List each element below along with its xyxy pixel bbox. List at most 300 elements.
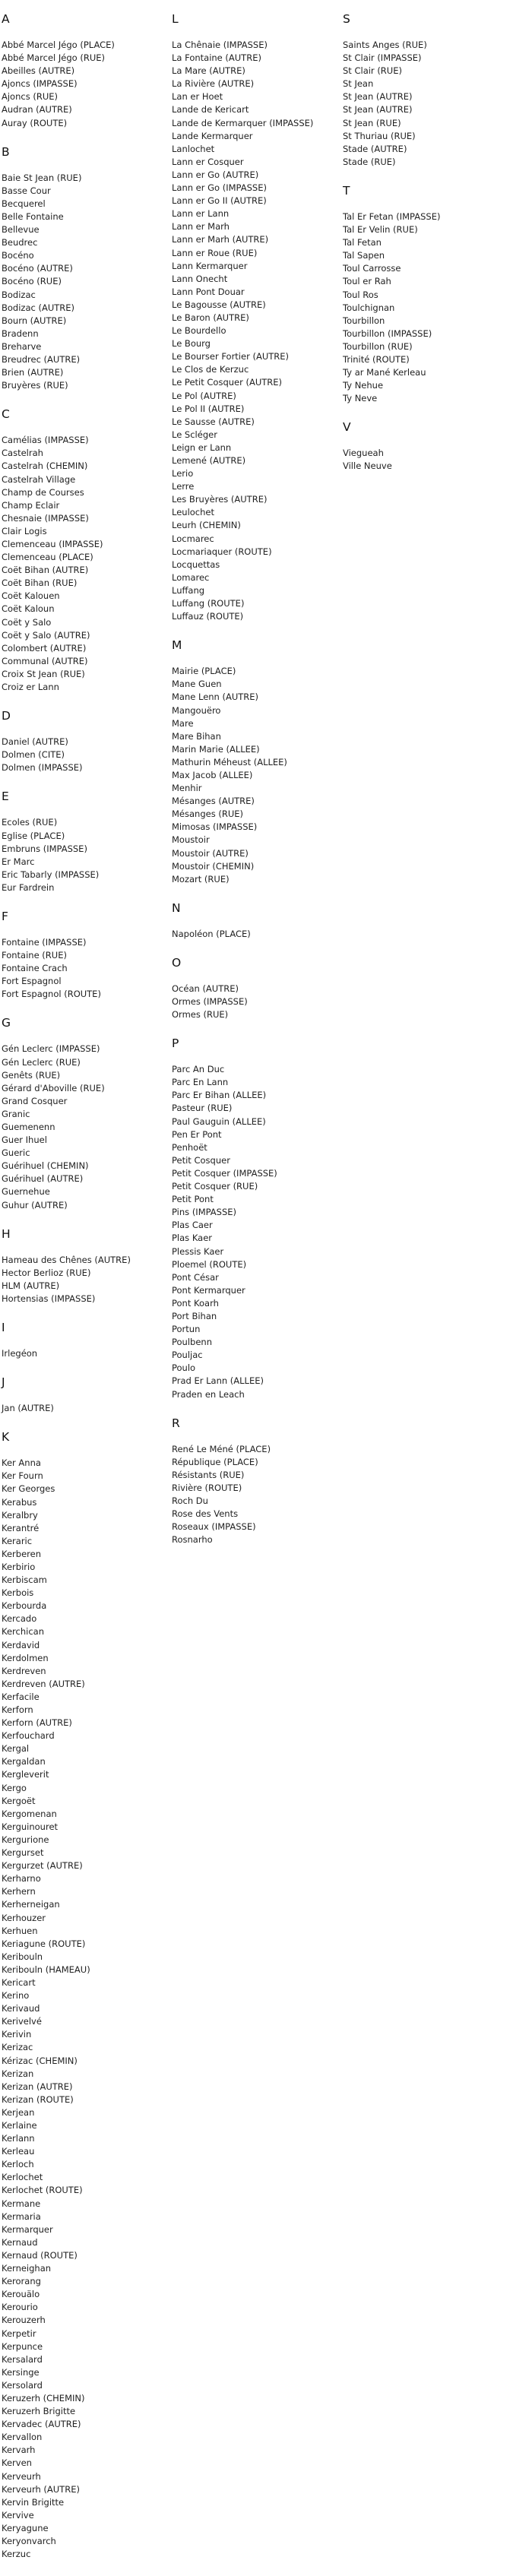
street-link[interactable]: Guernehue	[2, 1186, 50, 1198]
street-link[interactable]: Kergurione	[2, 1834, 49, 1845]
street-link[interactable]: Les Bruyères (AUTRE)	[172, 494, 268, 505]
street-link[interactable]: Ajoncs (IMPASSE)	[2, 78, 78, 90]
street-list-item	[2, 2470, 169, 2483]
street-link[interactable]: Kerouzerh	[2, 2315, 46, 2326]
street-link[interactable]: Kersalard	[2, 2353, 43, 2365]
street-link[interactable]: Hameau des Chênes (AUTRE)	[2, 1254, 131, 1265]
street-link[interactable]: HLM (AUTRE)	[2, 1280, 60, 1291]
street-link[interactable]: Keribouln (HAMEAU)	[2, 1964, 90, 1975]
street-link[interactable]: Belle Fontaine	[2, 210, 64, 222]
street-link[interactable]: Lande de Kermarquer (IMPASSE)	[172, 117, 314, 128]
street-link[interactable]: Kergleverit	[2, 1769, 49, 1780]
street-link[interactable]: Dolmen (IMPASSE)	[2, 762, 83, 774]
street-link[interactable]: La Chênaie (IMPASSE)	[172, 40, 268, 50]
street-link[interactable]: St Jean (AUTRE)	[343, 91, 413, 103]
street-link[interactable]: Locquettas	[172, 559, 220, 570]
street-link[interactable]: Pont Kermarquer	[172, 1284, 245, 1296]
street-link[interactable]: Audran (AUTRE)	[2, 104, 72, 116]
street-link[interactable]: Lande Kermarquer	[172, 130, 253, 141]
street-link[interactable]: Poulbenn	[172, 1337, 212, 1348]
street-link[interactable]: Port Bihan	[172, 1310, 217, 1321]
street-link[interactable]: Pasteur (RUE)	[172, 1103, 233, 1114]
street-link[interactable]: Coët y Salo (AUTRE)	[2, 629, 90, 641]
street-link[interactable]: Tourbillon	[343, 315, 385, 326]
street-link[interactable]: Roseaux (IMPASSE)	[172, 1521, 256, 1533]
street-link[interactable]: Kercado	[2, 1613, 37, 1625]
street-link[interactable]: Daniel (AUTRE)	[2, 736, 68, 748]
street-link[interactable]: Kerdreven (AUTRE)	[2, 1678, 85, 1689]
street-link[interactable]: Le Petit Cosquer (AUTRE)	[172, 377, 283, 388]
street-link[interactable]: Gérard d'Aboville (RUE)	[2, 1082, 105, 1093]
street-link[interactable]: Tal Er Velin (RUE)	[343, 224, 418, 236]
street-link[interactable]: Le Bourdello	[172, 325, 226, 337]
street-link[interactable]: Kerharno	[2, 1873, 41, 1885]
street-link[interactable]: Kerino	[2, 1990, 30, 2002]
street-link[interactable]: Prad Er Lann (ALLEE)	[172, 1375, 264, 1387]
street-link[interactable]: Ecoles (RUE)	[2, 817, 58, 828]
street-link[interactable]: Kernaud	[2, 2236, 38, 2248]
street-link[interactable]: Le Clos de Kerzuc	[172, 364, 249, 375]
street-link[interactable]: Tal Er Fetan (IMPASSE)	[343, 210, 441, 222]
street-link[interactable]: Praden en Leach	[172, 1388, 245, 1400]
street-link[interactable]: Petit Pont	[172, 1194, 214, 1205]
street-link[interactable]: Kérizac (CHEMIN)	[2, 2055, 78, 2066]
street-link[interactable]: Napoléon (PLACE)	[172, 928, 251, 939]
street-link[interactable]: La Rivière (AUTRE)	[172, 78, 255, 90]
street-link[interactable]: Kersolard	[2, 2379, 43, 2391]
street-link[interactable]: Kervadec (AUTRE)	[2, 2419, 81, 2430]
street-link[interactable]: Stade (AUTRE)	[343, 143, 407, 154]
street-link[interactable]: Kerhern	[2, 1886, 36, 1897]
street-link[interactable]: Keruzerh (CHEMIN)	[2, 2392, 85, 2404]
street-link[interactable]: Bourn (AUTRE)	[2, 315, 67, 326]
street-link[interactable]: Jan (AUTRE)	[2, 1403, 54, 1414]
street-link[interactable]: Mare Bihan	[172, 730, 221, 742]
street-link[interactable]: Viegueah	[343, 448, 384, 459]
street-link[interactable]: Mathurin Méheust (ALLEE)	[172, 756, 287, 767]
street-link[interactable]: Kerlann	[2, 2133, 35, 2144]
street-link[interactable]: Kerchican	[2, 1626, 44, 1638]
street-link[interactable]: Breudrec (AUTRE)	[2, 353, 81, 365]
street-link[interactable]: Kerlaine	[2, 2120, 37, 2131]
street-link[interactable]: Moustoir	[172, 834, 210, 846]
street-link[interactable]: Leulochet	[172, 507, 214, 518]
street-link[interactable]: Champ Eclair	[2, 499, 60, 511]
street-list-item	[172, 1533, 339, 1546]
street-link[interactable]: Kerbirio	[2, 1561, 36, 1572]
street-link[interactable]: Kerloch	[2, 2159, 34, 2170]
street-link[interactable]: Kergurzet (AUTRE)	[2, 1860, 83, 1872]
street-link[interactable]: Menhir	[172, 783, 202, 794]
street-link[interactable]: Ker Anna	[2, 1457, 41, 1469]
street-link[interactable]: Kerpetir	[2, 2328, 36, 2339]
street-link[interactable]: Abbé Marcel Jégo (PLACE)	[2, 40, 115, 50]
street-link[interactable]: Kerforn (AUTRE)	[2, 1717, 72, 1729]
street-link[interactable]: Lerio	[172, 468, 194, 479]
street-link[interactable]: Toulchignan	[343, 302, 395, 313]
street-link[interactable]: Kerbiscam	[2, 1574, 47, 1586]
street-link[interactable]: Kerivaud	[2, 2003, 40, 2014]
street-link[interactable]: Mimosas (IMPASSE)	[172, 821, 258, 833]
street-link[interactable]: Hector Berlioz (RUE)	[2, 1267, 91, 1278]
street-link[interactable]: Kerdreven	[2, 1665, 46, 1676]
street-link[interactable]: Croix St Jean (RUE)	[2, 668, 85, 679]
street-link[interactable]: Kerbourda	[2, 1600, 47, 1612]
street-link[interactable]: Kernaud (ROUTE)	[2, 2249, 78, 2261]
street-link[interactable]: Pont César	[172, 1271, 219, 1283]
street-link[interactable]: Tal Sapen	[343, 250, 385, 261]
street-link[interactable]: Beudrec	[2, 237, 38, 248]
street-link[interactable]: Colombert (AUTRE)	[2, 642, 87, 653]
street-link[interactable]: Guer Ihuel	[2, 1135, 47, 1146]
street-link[interactable]: Stade (RUE)	[343, 156, 396, 167]
street-link[interactable]: Granic	[2, 1108, 30, 1119]
street-link[interactable]: Parc Er Bihan (ALLEE)	[172, 1090, 267, 1101]
street-link[interactable]: Pont Koarh	[172, 1297, 219, 1309]
street-link[interactable]: Luffang	[172, 584, 205, 596]
street-link[interactable]: Kergo	[2, 1782, 27, 1793]
street-link[interactable]: Kerivin	[2, 2029, 32, 2040]
street-link[interactable]: Bellevue	[2, 224, 40, 236]
street-link[interactable]: Coët Bihan (AUTRE)	[2, 565, 89, 576]
street-link[interactable]: Kervin Brigitte	[2, 2496, 65, 2508]
street-link[interactable]: Leign er Lann	[172, 441, 232, 453]
street-link[interactable]: Kerven	[2, 2457, 32, 2469]
street-link[interactable]: Guérihuel (AUTRE)	[2, 1173, 84, 1185]
street-link[interactable]: Kerforn	[2, 1704, 33, 1715]
street-link[interactable]: St Clair (IMPASSE)	[343, 52, 422, 64]
street-link[interactable]: Ty ar Mané Kerleau	[343, 367, 426, 378]
street-link[interactable]: Coët Kaloun	[2, 603, 55, 615]
street-link[interactable]: Océan (AUTRE)	[172, 983, 239, 994]
street-link[interactable]: Breharve	[2, 340, 42, 352]
street-link[interactable]: Lann Pont Douar	[172, 286, 245, 297]
street-link[interactable]: Locmarec	[172, 533, 214, 544]
street-link[interactable]: Guhur (AUTRE)	[2, 1199, 68, 1210]
street-link[interactable]: Kergal	[2, 1743, 30, 1755]
street-link[interactable]: La Fontaine (AUTRE)	[172, 52, 261, 64]
street-link[interactable]: Kerjean	[2, 2106, 35, 2118]
street-link[interactable]: Mane Lenn (AUTRE)	[172, 691, 259, 703]
street-link[interactable]: Ty Neve	[343, 393, 378, 404]
street-link[interactable]: Ker Fourn	[2, 1470, 43, 1482]
street-link[interactable]: Baie St Jean (RUE)	[2, 172, 82, 183]
street-link[interactable]: Fontaine (IMPASSE)	[2, 936, 87, 948]
street-link[interactable]: Lann er Marh	[172, 221, 230, 233]
street-link[interactable]: Kerneighan	[2, 2263, 52, 2274]
street-link[interactable]: Kerfacile	[2, 1691, 40, 1702]
street-link[interactable]: Bruyères (RUE)	[2, 380, 68, 391]
street-link[interactable]: Luffang (ROUTE)	[172, 598, 245, 609]
street-link[interactable]: Lerre	[172, 481, 195, 492]
street-link[interactable]: Guemenenn	[2, 1122, 55, 1132]
street-link[interactable]: Keruzerh Brigitte	[2, 2406, 76, 2417]
street-link[interactable]: Bodizac	[2, 289, 36, 300]
street-link[interactable]: Rose des Vents	[172, 1508, 239, 1520]
street-link[interactable]: Kergomenan	[2, 1808, 57, 1819]
street-link[interactable]: Champ de Courses	[2, 486, 84, 498]
street-link[interactable]: Kervarh	[2, 2445, 36, 2456]
street-link[interactable]: La Mare (AUTRE)	[172, 65, 245, 77]
street-link[interactable]: Becquerel	[2, 198, 46, 209]
street-link[interactable]: Petit Cosquer	[172, 1154, 230, 1166]
street-link[interactable]: Dolmen (CITE)	[2, 749, 65, 761]
street-link[interactable]: Auray (ROUTE)	[2, 117, 68, 128]
street-link[interactable]: Bocéno (RUE)	[2, 276, 62, 287]
street-link[interactable]: Lemené (AUTRE)	[172, 455, 246, 466]
street-link[interactable]: Kerbois	[2, 1587, 34, 1599]
street-link[interactable]: Lan er Hoet	[172, 91, 223, 103]
street-link[interactable]: Clemenceau (IMPASSE)	[2, 539, 103, 549]
street-link[interactable]: Keraric	[2, 1535, 33, 1546]
street-list-item	[2, 1483, 169, 1495]
street-link[interactable]: Ty Nehue	[343, 380, 384, 391]
street-link[interactable]: Kermarquer	[2, 2223, 53, 2235]
street-link[interactable]: Kerzuc	[2, 2549, 31, 2560]
street-link[interactable]: Kergaldan	[2, 1756, 46, 1767]
street-link[interactable]: Embruns (IMPASSE)	[2, 843, 87, 854]
street-link[interactable]: Kerlochet (ROUTE)	[2, 2185, 83, 2196]
street-link[interactable]: Coët Kalouen	[2, 590, 60, 602]
street-link[interactable]: Clemenceau (PLACE)	[2, 552, 93, 563]
street-link[interactable]: Castelrah Village	[2, 473, 76, 485]
street-link[interactable]: Lann er Cosquer	[172, 156, 244, 167]
street-link[interactable]: Toul er Rah	[343, 276, 391, 287]
street-link[interactable]: Lann Kermarquer	[172, 260, 248, 271]
street-link[interactable]: Moustoir (CHEMIN)	[172, 860, 255, 872]
street-link[interactable]: Keriagune (ROUTE)	[2, 1938, 86, 1949]
street-link[interactable]: Kerlochet	[2, 2172, 43, 2183]
street-link[interactable]: Kergurset	[2, 1847, 44, 1859]
street-link[interactable]: Kerhuen	[2, 1925, 38, 1936]
street-link[interactable]: Bodizac (AUTRE)	[2, 302, 75, 313]
street-link[interactable]: Kerizan (ROUTE)	[2, 2093, 74, 2105]
street-link[interactable]: Kerouälo	[2, 2289, 40, 2300]
street-link[interactable]: Keralbry	[2, 1509, 38, 1521]
street-link[interactable]: Eglise (PLACE)	[2, 830, 65, 841]
street-link[interactable]: Communal (AUTRE)	[2, 655, 88, 666]
street-link[interactable]: Luffauz (ROUTE)	[172, 611, 244, 622]
street-link[interactable]: Lanlochet	[172, 143, 215, 154]
street-link[interactable]: Toul Ros	[343, 289, 378, 300]
street-list-item	[343, 366, 510, 379]
street-link[interactable]: Kermaria	[2, 2210, 41, 2222]
street-link[interactable]: Keribouln	[2, 1951, 43, 1962]
street-link[interactable]: Pen Er Pont	[172, 1128, 222, 1140]
street-link[interactable]: Lomarec	[172, 571, 210, 583]
street-link[interactable]: Keryonvarch	[2, 2536, 56, 2546]
street-link[interactable]: Gueric	[2, 1147, 30, 1159]
street-link[interactable]: Lann er Go II (AUTRE)	[172, 195, 267, 207]
street-link[interactable]: Tourbillon (IMPASSE)	[343, 328, 432, 339]
street-list-item	[172, 1076, 339, 1089]
street-link[interactable]: Kergoët	[2, 1795, 36, 1806]
street-link[interactable]: Kervallon	[2, 2432, 43, 2443]
street-link[interactable]: Mésanges (RUE)	[172, 809, 243, 820]
street-link[interactable]: Mozart (RUE)	[172, 873, 230, 885]
street-link[interactable]: République (PLACE)	[172, 1456, 258, 1467]
street-link[interactable]: Lann er Lann	[172, 208, 230, 220]
street-link[interactable]: Grand Cosquer	[2, 1095, 68, 1106]
street-link[interactable]: Brien (AUTRE)	[2, 367, 64, 378]
street-list-item	[343, 315, 510, 328]
street-link[interactable]: Kerizac	[2, 2042, 33, 2053]
street-link[interactable]: Kervive	[2, 2509, 34, 2521]
street-link[interactable]: St Jean	[343, 78, 374, 90]
street-link[interactable]: St Jean (RUE)	[343, 117, 401, 128]
street-link[interactable]: Hortensias (IMPASSE)	[2, 1293, 96, 1304]
street-link[interactable]: Le Bagousse (AUTRE)	[172, 299, 266, 310]
street-link[interactable]: Le Bourg	[172, 338, 211, 350]
street-link[interactable]: Max Jacob (ALLEE)	[172, 769, 253, 780]
street-link[interactable]: Marin Marie (ALLEE)	[172, 743, 260, 755]
street-link[interactable]: Plas Caer	[172, 1220, 213, 1231]
street-link[interactable]: Petit Cosquer (IMPASSE)	[172, 1167, 277, 1179]
street-link[interactable]: Penhoët	[172, 1141, 207, 1153]
street-link[interactable]: Kerabus	[2, 1496, 37, 1508]
street-link[interactable]: Kerveurh	[2, 2470, 41, 2482]
street-link[interactable]: Pouljac	[172, 1350, 203, 1361]
street-link[interactable]: Kerdavid	[2, 1639, 40, 1650]
street-link[interactable]: Poulo	[172, 1362, 196, 1374]
street-link[interactable]: Le Scléger	[172, 429, 217, 440]
street-link[interactable]: Ploemel (ROUTE)	[172, 1258, 247, 1270]
street-link[interactable]: Castelrah (CHEMIN)	[2, 460, 88, 472]
street-link[interactable]: Kermane	[2, 2198, 41, 2209]
street-link[interactable]: Lann er Marh (AUTRE)	[172, 234, 269, 245]
street-link[interactable]: Tourbillon (RUE)	[343, 340, 413, 352]
street-link[interactable]: Le Pol (AUTRE)	[172, 390, 236, 401]
street-link[interactable]: Kerorang	[2, 2276, 41, 2287]
street-link[interactable]: Kerpunce	[2, 2340, 43, 2352]
street-link[interactable]: Parc En Lann	[172, 1077, 229, 1088]
street-link[interactable]: Guérihuel (CHEMIN)	[2, 1160, 89, 1172]
street-link[interactable]: Kersinge	[2, 2366, 40, 2378]
street-link[interactable]: Kerleau	[2, 2146, 35, 2157]
street-link[interactable]: Paul Gauguin (ALLEE)	[172, 1116, 266, 1127]
street-link[interactable]: Lann Onecht	[172, 273, 228, 284]
street-link[interactable]: Moustoir (AUTRE)	[172, 847, 249, 859]
street-link[interactable]: Lande de Kericart	[172, 104, 249, 116]
street-link[interactable]: Gén Leclerc (RUE)	[2, 1056, 81, 1068]
street-link[interactable]: Abbé Marcel Jégo (RUE)	[2, 52, 105, 64]
street-link[interactable]: Ajoncs (RUE)	[2, 91, 59, 103]
street-link[interactable]: Kerberen	[2, 1548, 41, 1559]
street-link[interactable]: Kerantré	[2, 1522, 40, 1533]
street-link[interactable]: Coët y Salo	[2, 616, 52, 628]
street-link[interactable]: Plas Kaer	[172, 1233, 213, 1244]
street-link[interactable]: Croiz er Lann	[2, 682, 59, 693]
street-link[interactable]: Kerivelvé	[2, 2016, 42, 2027]
street-link[interactable]: Kericart	[2, 1976, 36, 1988]
street-list-item	[343, 52, 510, 65]
street-link[interactable]: Parc An Duc	[172, 1064, 225, 1075]
street-link[interactable]: Fontaine Crach	[2, 963, 68, 974]
street-link[interactable]: Camélias (IMPASSE)	[2, 435, 89, 446]
street-link[interactable]: Résistants (RUE)	[172, 1469, 245, 1480]
street-link[interactable]: Lann er Go (IMPASSE)	[172, 182, 267, 194]
street-link[interactable]: Plessis Kaer	[172, 1245, 224, 1257]
street-link[interactable]: Ormes (RUE)	[172, 1009, 229, 1021]
street-link[interactable]: St Jean (AUTRE)	[343, 104, 413, 116]
street-link[interactable]: Trinité (ROUTE)	[343, 353, 410, 365]
street-link[interactable]: Kerguinouret	[2, 1821, 59, 1832]
street-link[interactable]: Kerhouzer	[2, 1912, 46, 1923]
street-link[interactable]: Gén Leclerc (IMPASSE)	[2, 1043, 100, 1055]
street-link[interactable]: Fontaine (RUE)	[2, 950, 67, 961]
street-link[interactable]: Ker Georges	[2, 1483, 55, 1495]
street-list-item	[172, 1508, 339, 1521]
street-link[interactable]: Fort Espagnol (ROUTE)	[2, 989, 101, 1000]
street-link[interactable]: Bocéno (AUTRE)	[2, 263, 73, 274]
street-link[interactable]: Le Pol II (AUTRE)	[172, 403, 245, 414]
street-link[interactable]: Fort Espagnol	[2, 976, 62, 987]
street-link[interactable]: Roch Du	[172, 1495, 208, 1506]
street-link[interactable]: Kerfouchard	[2, 1730, 55, 1742]
street-link[interactable]: Irlegéon	[2, 1348, 38, 1359]
street-link[interactable]: Kerizan	[2, 2068, 34, 2079]
street-list-item	[2, 328, 169, 340]
street-link[interactable]: Le Bourser Fortier (AUTRE)	[172, 351, 289, 362]
street-link[interactable]: Chesnaie (IMPASSE)	[2, 512, 89, 524]
street-link[interactable]: Er Marc	[2, 856, 35, 867]
street-list-item	[172, 1063, 339, 1076]
street-link[interactable]: Lann er Go (AUTRE)	[172, 169, 259, 180]
street-link[interactable]: Portun	[172, 1324, 201, 1335]
street-link[interactable]: Saints Anges (RUE)	[343, 40, 427, 50]
street-link[interactable]: Mane Guen	[172, 679, 222, 690]
street-link[interactable]: Castelrah	[2, 448, 43, 459]
street-link[interactable]: Mangouëro	[172, 704, 221, 716]
street-link[interactable]: Le Baron (AUTRE)	[172, 312, 249, 323]
street-link[interactable]: Clair Logis	[2, 525, 47, 536]
street-link[interactable]: Rosnarho	[172, 1534, 213, 1546]
street-link[interactable]: Le Sausse (AUTRE)	[172, 416, 255, 427]
street-link[interactable]: Mare	[172, 717, 194, 729]
street-link[interactable]: Rivière (ROUTE)	[172, 1482, 242, 1493]
street-link[interactable]: Leurh (CHEMIN)	[172, 520, 241, 531]
street-link[interactable]: Basse Cour	[2, 185, 51, 196]
street-link[interactable]: Keryagune	[2, 2522, 49, 2533]
street-link[interactable]: Toul Carrosse	[343, 263, 401, 274]
street-link[interactable]: Kerveurh (AUTRE)	[2, 2483, 80, 2495]
street-link[interactable]: St Thuriau (RUE)	[343, 130, 416, 141]
street-list-item	[2, 1548, 169, 1561]
street-link[interactable]: Kerdolmen	[2, 1652, 49, 1663]
street-link[interactable]: Mésanges (AUTRE)	[172, 796, 255, 807]
street-link[interactable]: Kerizan (AUTRE)	[2, 2081, 73, 2092]
street-link[interactable]: Pins (IMPASSE)	[172, 1207, 237, 1218]
street-link[interactable]: Coët Bihan (RUE)	[2, 578, 78, 589]
street-link[interactable]: Lann er Roue (RUE)	[172, 247, 258, 258]
street-link[interactable]: Petit Cosquer (RUE)	[172, 1181, 258, 1192]
street-link[interactable]: St Clair (RUE)	[343, 65, 402, 77]
street-link[interactable]: Eur Fardrein	[2, 881, 55, 893]
street-link[interactable]: Genêts (RUE)	[2, 1069, 61, 1081]
street-link[interactable]: Tal Fetan	[343, 237, 382, 248]
street-link[interactable]: Bradenn	[2, 328, 39, 339]
street-link[interactable]: Kerourio	[2, 2302, 38, 2313]
street-link[interactable]: Ormes (IMPASSE)	[172, 996, 248, 1007]
street-link[interactable]: Eric Tabarly (IMPASSE)	[2, 869, 100, 880]
street-link[interactable]: Ville Neuve	[343, 460, 392, 472]
street-link[interactable]: Kerherneigan	[2, 1899, 60, 1910]
street-link[interactable]: Locmariaquer (ROUTE)	[172, 546, 272, 557]
street-link[interactable]: Mairie (PLACE)	[172, 666, 236, 677]
street-link[interactable]: Abeilles (AUTRE)	[2, 65, 75, 77]
street-link[interactable]: René Le Méné (PLACE)	[172, 1443, 271, 1454]
street-link[interactable]: Bocéno	[2, 250, 34, 261]
